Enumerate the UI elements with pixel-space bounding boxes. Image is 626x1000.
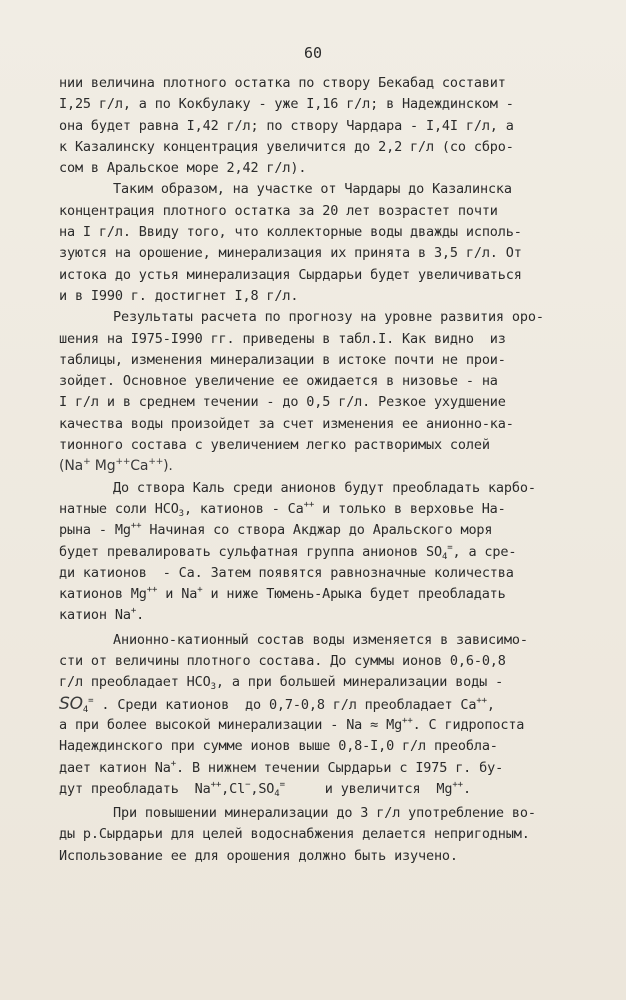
text-line: I г/л и в среднем течении - до 0,5 г/л. Резкое ухудшение	[59, 394, 506, 411]
text-line: концентрация плотного остатка за 20 лет возрастет почти	[59, 202, 498, 219]
text-line: качества воды произойдет за счет изменения ее анионно-ка-	[59, 415, 514, 432]
text-line: сом в Аральское море 2,42 г/л).	[59, 160, 307, 177]
text-line: на I г/л. Ввиду того, что коллекторные воды дважды исполь-	[59, 224, 522, 241]
text-line: таблицы, изменения минерализации в истоке почти не прои-	[59, 351, 506, 368]
text-line: катионов Mg++ и Na+ и ниже Тюмень-Арыка будет преобладать	[59, 585, 506, 603]
text-line: к Казалинску концентрация увеличится до 2,2 г/л (со сбро-	[59, 138, 514, 155]
text-line: нии величина плотного остатка по створу Бекабад составит	[59, 75, 506, 91]
text-line: $SO_4^=$ . Среди катионов до 0,7-0,8 г/л преобладает Са++,	[59, 693, 495, 715]
page-number: 60	[303, 44, 323, 62]
text-line: истока до устья минерализация Сырдарьи будет увеличиваться	[59, 266, 522, 283]
text-line: она будет равна I,42 г/л; по створу Чардара - I,4I г/л, а	[59, 117, 514, 134]
text-line: При повышении минерализации до 3 г/л употребление во-	[113, 805, 536, 822]
text-line: рына - Mg++ Начиная со створа Акджар до Аральского моря	[59, 521, 493, 539]
text-line: шения на I975-I990 гг. приведены в табл.I. Как видно из	[59, 330, 506, 347]
text-line: натные соли $НСО_3$, катионов - Са++ и только в верховье На-	[59, 499, 506, 519]
text-line: катион Na+.	[59, 606, 145, 624]
text-line: ди катионов - Са. Затем появятся равнозначные количества	[59, 564, 514, 581]
text-line: Результаты расчета по прогнозу на уровне развития оро-	[113, 309, 544, 326]
text-line: ды р.Сырдарьи для целей водоснабжения делается непригодным.	[59, 826, 530, 843]
text-line: Надеждинского при сумме ионов выше 0,8-I,0 г/л преобла-	[59, 738, 498, 755]
text-line: Анионно-катионный состав воды изменяется в зависимо-	[113, 631, 528, 648]
text-line: I,25 г/л, а по Кокбулаку - уже I,16 г/л; в Надеждинском -	[59, 96, 514, 113]
text-line: и в I990 г. достигнет I,8 г/л.	[59, 287, 299, 304]
text-line: а при более высокой минерализации - Na ≈ Mg++. С гидропоста	[59, 715, 525, 733]
text-line: сти от величины плотного состава. До суммы ионов 0,6-0,8	[59, 653, 506, 670]
text-line: дут преобладать $Na^{++},Cl^-,SO_4^=$ и увеличится Mg++.	[59, 779, 471, 799]
handwritten-formula-line: (Na+ Mg++Ca++).	[59, 457, 173, 475]
text-line: г/л преобладает $НСО_3$, а при большей минерализации воды -	[59, 674, 504, 693]
text-line: зойдет. Основное увеличение ее ожидается в низовье - на	[59, 373, 498, 390]
text-line: будет превалировать сульфатная группа анионов $SO_4^=$, а сре-	[59, 542, 517, 562]
text-line: До створа Каль среди анионов будут преобладать карбо-	[113, 479, 536, 496]
text-line: Использование ее для орошения должно быть изучено.	[59, 847, 458, 864]
text-line: тионного состава с увеличением легко растворимых солей	[59, 437, 490, 454]
text-line: зуются на орошение, минерализация их принята в 3,5 г/л. От	[59, 245, 522, 262]
text-line: дает катион Na+. В нижнем течении Сырдарьи с I975 г. бу-	[59, 758, 504, 776]
text-line: Таким образом, на участке от Чардары до Казалинска	[113, 181, 512, 198]
document-body	[59, 73, 589, 867]
